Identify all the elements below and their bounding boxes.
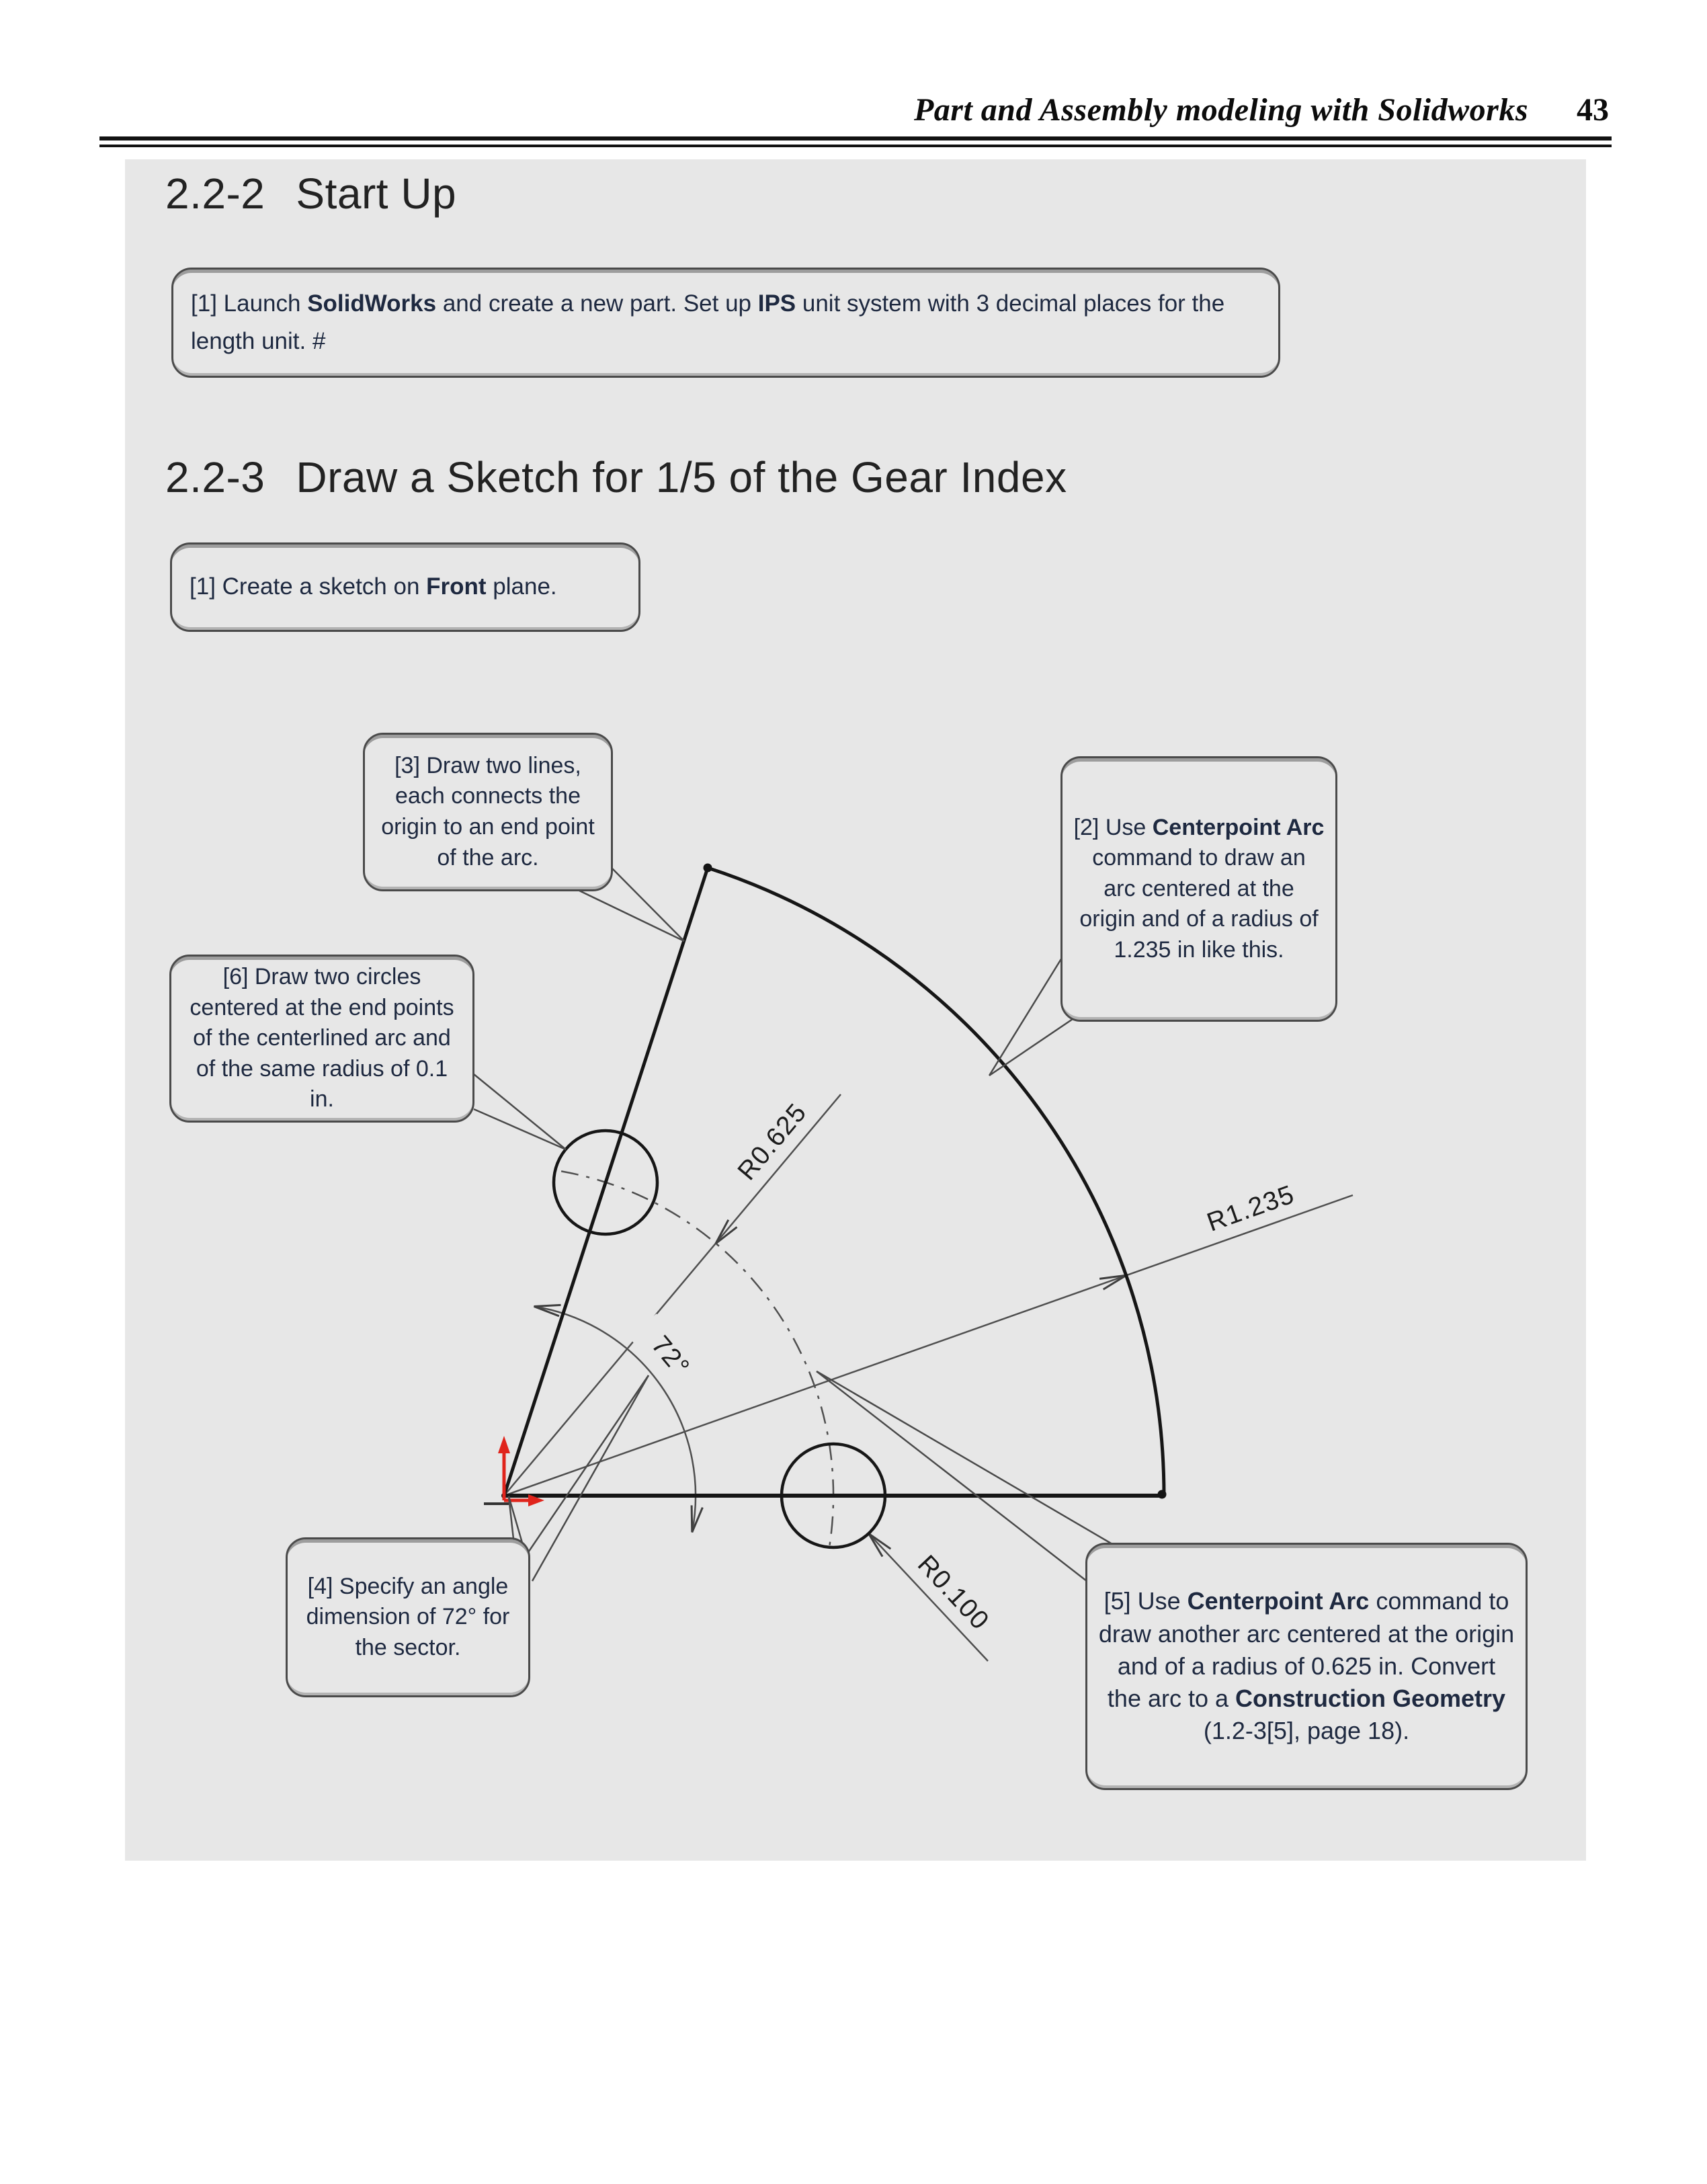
dim-label-angle: 72° <box>645 1330 696 1382</box>
section-title: Draw a Sketch for 1/5 of the Gear Index <box>296 453 1067 501</box>
section-title: Start Up <box>296 169 457 218</box>
dim-label-r1235: R1.235 <box>1203 1180 1298 1238</box>
callout-angle-dimension-text: [4] Specify an angle dimension of 72° for the sector. <box>306 1573 510 1660</box>
dim-label-r0625: R0.625 <box>732 1098 813 1186</box>
sector-line-left <box>504 868 708 1496</box>
arrowhead-angle-bottom <box>692 1505 702 1532</box>
callout-tail-c4-angle <box>524 1375 649 1581</box>
callout-construction-geometry-text: [5] Use Centerpoint Arc command to draw another arc centered at the origin and of a radius of 0.625 in. Convert the arc to a Construction Geometry (1.2-3[5], page 18). <box>1098 1587 1515 1745</box>
arrowhead-angle-top <box>534 1305 561 1316</box>
callout-construction-geometry <box>1085 1543 1528 1790</box>
section-heading-startup <box>165 169 456 218</box>
arrowhead-r1235 <box>1099 1275 1126 1289</box>
callout-draw-circles-text: [6] Draw two circles centered at the end points of the centerlined arc and of the same radius of 0.1 in. <box>190 964 454 1113</box>
step-box-launch <box>171 268 1280 378</box>
page-header-title: Part and Assembly modeling with Solidworks <box>913 92 1528 128</box>
origin-y-arrowhead-icon <box>498 1436 510 1453</box>
callout-centerpoint-arc-text: [2] Use Centerpoint Arc command to draw an arc centered at the origin and of a radius of 1.235 in like this. <box>1073 814 1325 963</box>
callout-tail-c6 <box>474 1074 566 1149</box>
section-heading-sketch <box>165 452 1067 502</box>
callout-draw-circles <box>169 955 474 1123</box>
callout-draw-lines <box>363 733 613 891</box>
step-box-sketch <box>170 542 640 632</box>
callout-centerpoint-arc <box>1060 756 1337 1022</box>
dim-label-r0100: R0.100 <box>911 1549 995 1636</box>
page-header <box>914 91 1609 128</box>
header-double-rule <box>99 136 1612 147</box>
section-number: 2.2-2 <box>165 169 265 218</box>
callout-draw-lines-text: [3] Draw two lines, each connects the origin to an end point of the arc. <box>381 752 595 871</box>
page-number: 43 <box>1577 92 1609 128</box>
leader-r1235 <box>504 1195 1353 1496</box>
section-number: 2.2-3 <box>165 453 265 501</box>
callout-tail-c5 <box>817 1371 1112 1581</box>
endpoint-dot-apex <box>704 864 712 873</box>
endpoint-dot-right <box>1158 1490 1167 1499</box>
callout-angle-dimension <box>286 1537 530 1697</box>
step-box-launch-text: [1] Launch SolidWorks and create a new part. Set up IPS unit system with 3 decimal places for the length unit. # <box>191 290 1225 354</box>
step-box-sketch-text: [1] Create a sketch on Front plane. <box>190 573 557 600</box>
content-panel <box>125 159 1586 1861</box>
